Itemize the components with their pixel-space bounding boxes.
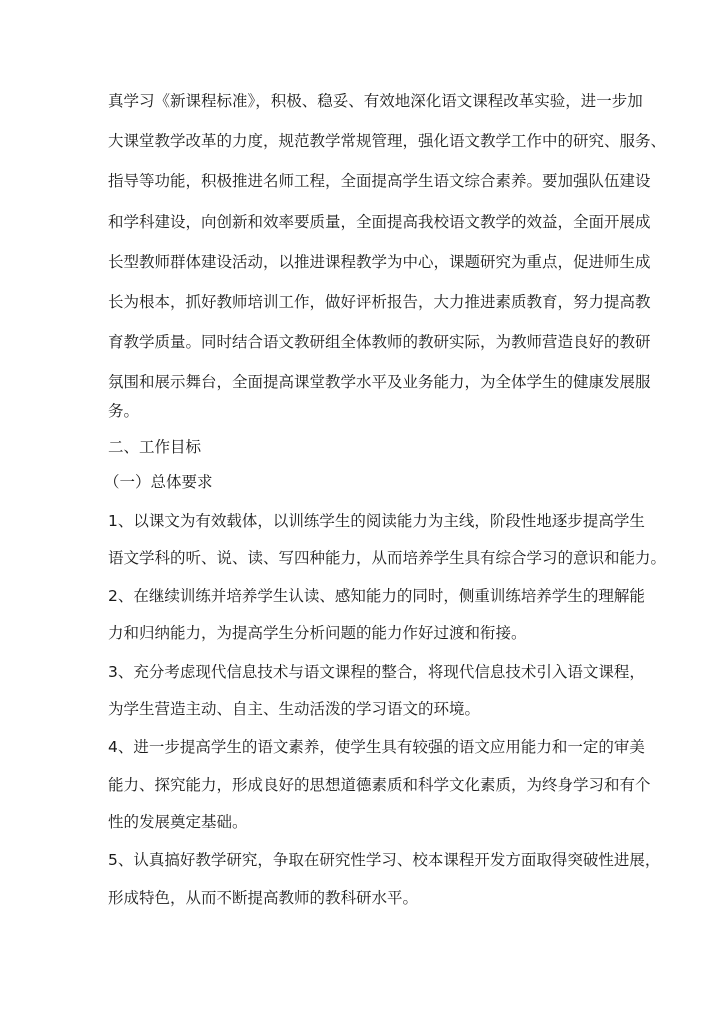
list-item-line: 力和归纳能力，为提高学生分析问题的能力作好过渡和衔接。 <box>108 624 527 642</box>
paragraph-line: 和学科建设，向创新和效率要质量，全面提高我校语文教学的效益，全面开展成 <box>108 213 651 231</box>
subsection-heading: （一）总体要求 <box>104 473 213 491</box>
paragraph-line: 真学习《新课程标准》，积极、稳妥、有效地深化语文课程改革实验，进一步加 <box>108 92 643 110</box>
list-item-line: 形成特色，从而不断提高教师的教科研水平。 <box>108 889 419 907</box>
list-item-line: 1、以课文为有效载体，以训练学生的阅读能力为主线，阶段性地逐步提高学生 <box>108 512 645 530</box>
paragraph-line: 指导等功能，积极推进名师工程，全面提高学生语文综合素养。要加强队伍建设 <box>108 172 651 190</box>
list-item-line: 2、在继续训练并培养学生认读、感知能力的同时，侧重训练培养学生的理解能 <box>108 587 645 605</box>
paragraph-line: 大课堂教学改革的力度，规范教学常规管理，强化语文教学工作中的研究、服务、 <box>108 132 667 150</box>
list-item-line: 5、认真搞好教学研究，争取在研究性学习、校本课程开发方面取得突破性进展， <box>108 851 661 869</box>
paragraph-line: 长为根本，抓好教师培训工作，做好评析报告，大力推进素质教育，努力提高教 <box>108 293 651 311</box>
paragraph-line: 务。 <box>108 402 140 420</box>
section-heading: 二、工作目标 <box>108 438 202 456</box>
paragraph-line: 育教学质量。同时结合语文教研组全体教师的教研实际，为教师营造良好的教研 <box>108 333 651 351</box>
list-item-line: 为学生营造主动、自主、生动活泼的学习语文的环境。 <box>108 700 481 718</box>
list-item-line: 语文学科的听、说、读、写四种能力，从而培养学生具有综合学习的意识和能力。 <box>108 549 667 567</box>
paragraph-line: 长型教师群体建设活动，以推进课程教学为中心，课题研究为重点，促进师生成 <box>108 253 651 271</box>
list-item-line: 能力、探究能力，形成良好的思想道德素质和科学文化素质，为终身学习和有个 <box>108 776 651 794</box>
paragraph-line: 氛围和展示舞台，全面提高课堂教学水平及业务能力，为全体学生的健康发展服 <box>108 373 651 391</box>
list-item-line: 性的发展奠定基础。 <box>108 813 248 831</box>
list-item-line: 4、进一步提高学生的语文素养，使学生具有较强的语文应用能力和一定的审美 <box>108 738 645 756</box>
list-item-line: 3、充分考虑现代信息技术与语文课程的整合，将现代信息技术引入语文课程， <box>108 663 645 681</box>
